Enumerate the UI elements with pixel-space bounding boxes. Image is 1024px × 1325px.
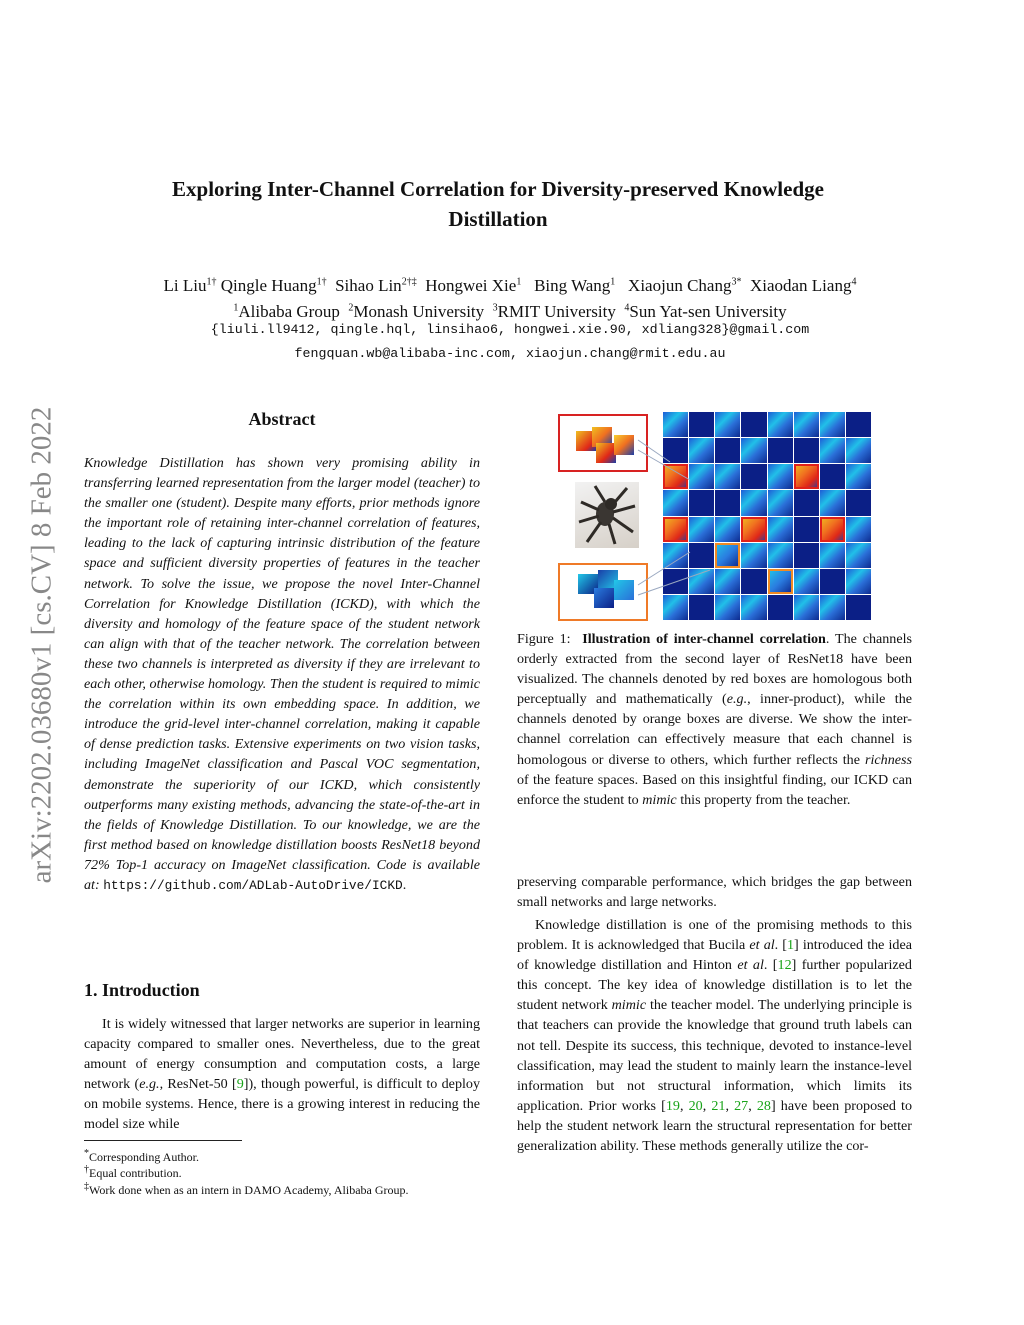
- affiliation-list: [60, 297, 960, 324]
- author: Bing Wang$^1$: [534, 275, 616, 295]
- channel-cell: [846, 595, 871, 620]
- channel-cell: [768, 517, 793, 542]
- channel-cell: [820, 569, 845, 594]
- channel-cell: [820, 464, 845, 489]
- channel-cell: [768, 490, 793, 515]
- footnote-divider: [84, 1140, 242, 1141]
- affiliation: $^4$Sun Yat-sen University: [624, 302, 787, 322]
- abstract-body: Knowledge Distillation has shown very promising ability in transferring learned representation from the larger model (teacher) to the smaller one (student). Despite many efforts, prior methods ignore the important role of retaining inter-channel correlation of features, leading to the lack of capturing intrinsic distribution of the feature space and sufficient diversity properties of features in the teacher network. To solve the issue, we propose the novel Inter-Channel Correlation for Knowledge Distillation (ICKD), with which the diversity and homology of the feature space of the student network can align with that of the teacher network. The correlation between these two channels is interpreted as diversity if they are irrelevant to each other, otherwise homology. Then the student is required to mimic the correlation within its own embedding space. In addition, we introduce the grid-level inter-channel correlation, making it capable of dense prediction tasks. Extensive experiments on two vision tasks, including ImageNet classification and Pascal VOC segmentation, demonstrate the superiority of our ICKD, which consistently outperforms many existing methods, advancing the state-of-the-art in the fields of Knowledge Distillation. To our knowledge, we are the first method based on knowledge distillation boosts ResNet18 beyond 72% Top-1 accuracy on ImageNet classification. Code is available at: https://github.com/ADLab-AutoDrive/ICKD.: [84, 455, 480, 893]
- homologous-channel-cell: [820, 517, 845, 542]
- author: Xiaodan Liang$^4$: [749, 275, 857, 295]
- citation-link[interactable]: 12: [777, 957, 792, 974]
- channel-cell: [820, 595, 845, 620]
- citation-link[interactable]: 28: [756, 1097, 771, 1114]
- right-col-paragraph-2: Knowledge distillation is one of the promising methods to this problem. It is acknowledged that Bucila et al. [1] introduced the idea of knowledge distillation and Hinton et al. [12] further popularized this concept. The key idea of knowledge distillation is to let the student network mimic the teacher model. The underlying principle is that teachers can provide the knowledge that ground truth labels can not tell. Despite its success, this technique, devoted to instance-level classification, may lead the student to mainly learn the instance-level information but not structural information, which limits its application. Prior works [19, 20, 21, 27, 28] have been proposed to help the student network learn the structural representation for better generalization ability. These methods generally utilize the cor-: [517, 917, 913, 1155]
- abstract-text: Knowledge Distillation has shown very promising ability in transferring learned representation from the larger model (teacher) to the smaller one (student). Despite many efforts, prior methods ignore the important role of retaining inter-channel correlation of features, leading to the lack of capturing intrinsic distribution of the feature space and sufficient diversity properties of features in the teacher network. To solve the issue, we propose the novel Inter-Channel Correlation for Knowledge Distillation (ICKD), with which the diversity and homology of the feature space of the student network can align with that of the teacher network. The correlation between these two channels is interpreted as diversity if they are irrelevant to each other, otherwise homology. Then the student is required to mimic the correlation within its own embedding space. In addition, we introduce the grid-level inter-channel correlation, making it capable of dense prediction tasks. Extensive experiments on two vision tasks, including ImageNet classification and Pascal VOC segmentation, demonstrate the superiority of our ICKD, which consistently outperforms many existing methods, advancing the state-of-the-art in the fields of Knowledge Distillation. To our knowledge, we are the first method based on knowledge distillation boosts ResNet18 beyond 72% Top-1 accuracy on ImageNet classification. Code is available at:: [84, 455, 480, 893]
- citation-link[interactable]: 1: [786, 937, 795, 954]
- channel-cell: [820, 438, 845, 463]
- channel-cell: [794, 490, 819, 515]
- author: Xiaojun Chang$^{3*}$: [628, 275, 742, 295]
- email-line-2: fengquan.wb@alibaba-inc.com, xiaojun.chang@rmit.edu.au: [294, 346, 726, 361]
- channel-cell: [741, 543, 766, 568]
- channel-cell: [794, 517, 819, 542]
- affiliation: $^1$Alibaba Group: [233, 302, 340, 322]
- section-heading-introduction: 1. Introduction: [84, 980, 200, 1000]
- author: Qingle Huang$^{1\dagger}$: [220, 275, 327, 295]
- arxiv-sidebar-stamp: [14, 360, 70, 930]
- homologous-channel-cell: [741, 517, 766, 542]
- channel-cell: [846, 438, 871, 463]
- channel-cell: [794, 412, 819, 437]
- affiliation: $^2$Monash University: [348, 302, 485, 322]
- channel-cell: [846, 412, 871, 437]
- author: Sihao Lin$^{2\dagger\ddagger}$: [335, 275, 417, 295]
- diverse-channel-cell: [768, 569, 793, 594]
- channel-cell: [846, 490, 871, 515]
- right-col-paragraph-1: preserving comparable performance, which bridges the gap between small networks and large networks.: [517, 874, 912, 911]
- citation-link[interactable]: 27: [734, 1097, 749, 1114]
- orange-oval-channel-thumbnails: [574, 570, 634, 610]
- footnote-equal: †Equal contribution.: [84, 1164, 182, 1180]
- channel-cell: [741, 490, 766, 515]
- channel-cell: [820, 490, 845, 515]
- title-line-1: Exploring Inter-Channel Correlation for Diversity-preserved Knowledge: [172, 177, 824, 201]
- channel-cell: [768, 543, 793, 568]
- channel-cell: [741, 595, 766, 620]
- channel-cell: [794, 569, 819, 594]
- footnote-intern: ‡Work done when as an intern in DAMO Academy, Alibaba Group.: [84, 1181, 409, 1197]
- channel-cell: [768, 595, 793, 620]
- author: Hongwei Xie$^1$: [425, 275, 522, 295]
- author-block: [60, 270, 960, 323]
- channel-cell: [741, 464, 766, 489]
- paper-title: [80, 174, 916, 234]
- channel-cell: [820, 543, 845, 568]
- channel-cell: [846, 569, 871, 594]
- channel-cell: [846, 517, 871, 542]
- channel-cell: [768, 412, 793, 437]
- channel-cell: [741, 412, 766, 437]
- abstract-heading: Abstract: [248, 409, 316, 429]
- arxiv-id: arXiv:2202.03680v1 [cs.CV] 8 Feb 2022: [25, 406, 58, 884]
- figure-1-caption: Figure 1: Illustration of inter-channel correlation. The channels orderly extracted from the second layer of ResNet18 have been visualized. The channels denoted by red boxes are homologous both perceptually and mathematically (e.g., inner-product), while the channels denoted by orange boxes are diverse. We show the inter-channel correlation can effectively measure that each channel is homologous or diverse to others, which further reflects the richness of the feature spaces. Based on this insightful finding, our ICKD can enforce the student to mimic this property from the teacher.: [517, 631, 913, 808]
- intro-paragraph: It is widely witnessed that larger networks are superior in learning capacity compared to smaller ones. Nevertheless, due to the great amount of energy consumption and computation costs, a large network (e.g., ResNet-50 [9]), though powerful, is difficult to deploy on mobile systems. Hence, there is a growing interest in reducing the model size while: [84, 1016, 480, 1133]
- title-line-2: Distillation: [448, 207, 548, 231]
- channel-cell: [794, 543, 819, 568]
- channel-cell: [741, 569, 766, 594]
- channel-cell: [846, 464, 871, 489]
- channel-cell: [846, 543, 871, 568]
- citation-link[interactable]: 19: [665, 1097, 680, 1114]
- footnote-corresponding: *Corresponding Author.: [84, 1148, 199, 1164]
- citation-link[interactable]: 20: [688, 1097, 703, 1114]
- channel-cell: [794, 438, 819, 463]
- homologous-channel-cell: [794, 464, 819, 489]
- channel-cell: [741, 438, 766, 463]
- code-url-link[interactable]: https://github.com/ADLab-AutoDrive/ICKD: [103, 877, 403, 893]
- red-oval-channel-thumbnails: [574, 425, 634, 463]
- channel-cell: [820, 412, 845, 437]
- citation-link[interactable]: 9: [236, 1076, 244, 1093]
- citation-link[interactable]: 21: [711, 1097, 726, 1114]
- channel-cell: [768, 464, 793, 489]
- channel-cell: [768, 438, 793, 463]
- author-list: [60, 270, 960, 297]
- channel-cell: [794, 595, 819, 620]
- email-line-1: {liuli.ll9412, qingle.hql, linsihao6, hongwei.xie.90, xdliang328}@gmail.com: [210, 322, 810, 337]
- affiliation: $^3$RMIT University: [492, 302, 616, 322]
- author: Li Liu$^{1\dagger}$: [163, 275, 217, 295]
